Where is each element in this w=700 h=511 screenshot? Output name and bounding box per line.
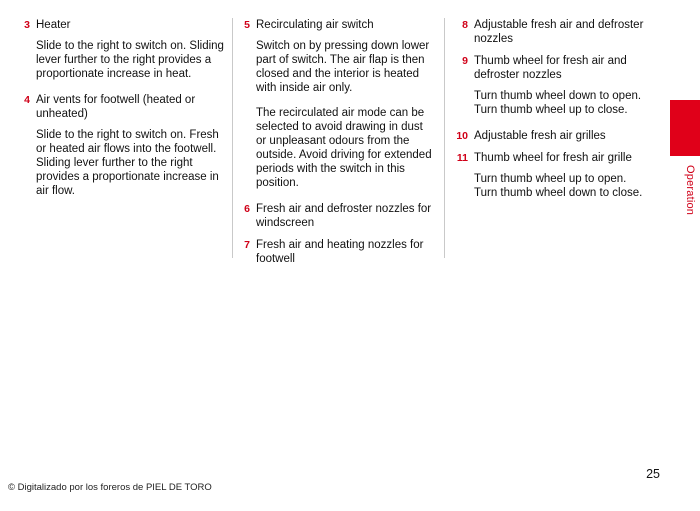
item-paragraph: Turn thumb wheel up to open. Turn thumb wheel down to close. [474,173,643,199]
list-item [234,18,434,190]
column-1 [14,18,224,204]
item-body [256,39,434,190]
item-heading: Air vents for footwell (heated or unheated) [36,94,196,120]
footer-note: © Digitalizado por los foreros de PIEL DE TORO [8,482,212,493]
column-2 [234,18,434,272]
item-heading: Heater [36,19,71,31]
item-heading: Fresh air and heating nozzles for footwell [256,239,424,265]
item-paragraph: Slide to the right to switch on. Sliding lever further to the right provides a proportionate increase in heat. [36,40,224,80]
item-heading: Adjustable fresh air and defroster nozzles [474,19,644,45]
item-heading: Thumb wheel for fresh air and defroster nozzles [474,55,627,81]
item-number: 9 [462,55,468,67]
list-item [452,129,652,143]
item-number: 11 [456,152,468,164]
item-body [36,39,224,81]
item-number: 4 [24,94,30,106]
item-heading: Thumb wheel for fresh air grille [474,152,632,164]
list-item [14,93,224,198]
item-body [474,172,652,200]
section-tab-block [670,100,700,156]
item-heading: Recirculating air switch [256,19,374,31]
item-number: 5 [244,19,250,31]
item-paragraph: Switch on by pressing down lower part of switch. The air flap is then closed and the interior is heated with inside air only. [256,40,430,94]
section-tab-label: Operation [684,165,696,216]
item-paragraph: The recirculated air mode can be selected to avoid drawing in dust or unpleasant odours from the outside. Avoid driving for extended periods with the switch in this position. [256,107,432,189]
item-number: 6 [244,203,250,215]
column-3 [452,18,652,206]
item-paragraph: Slide to the right to switch on. Fresh or heated air flows into the footwell. Sliding lever further to the right provides a proportionate increase in air flow. [36,129,219,197]
item-body [36,128,224,198]
content-columns [0,18,700,272]
item-number: 7 [244,239,250,251]
list-item [452,151,652,200]
item-number: 3 [24,19,30,31]
item-heading: Adjustable fresh air grilles [474,130,606,142]
list-item [234,238,434,266]
list-item [234,202,434,230]
item-body [474,89,652,117]
list-item [452,54,652,117]
item-number: 10 [456,130,468,142]
item-number: 8 [462,19,468,31]
item-paragraph: Turn thumb wheel down to open. Turn thumb wheel up to close. [474,90,642,116]
item-heading: Fresh air and defroster nozzles for windscreen [256,203,432,229]
page-number: 25 [646,467,660,481]
list-item [452,18,652,46]
list-item [14,18,224,81]
